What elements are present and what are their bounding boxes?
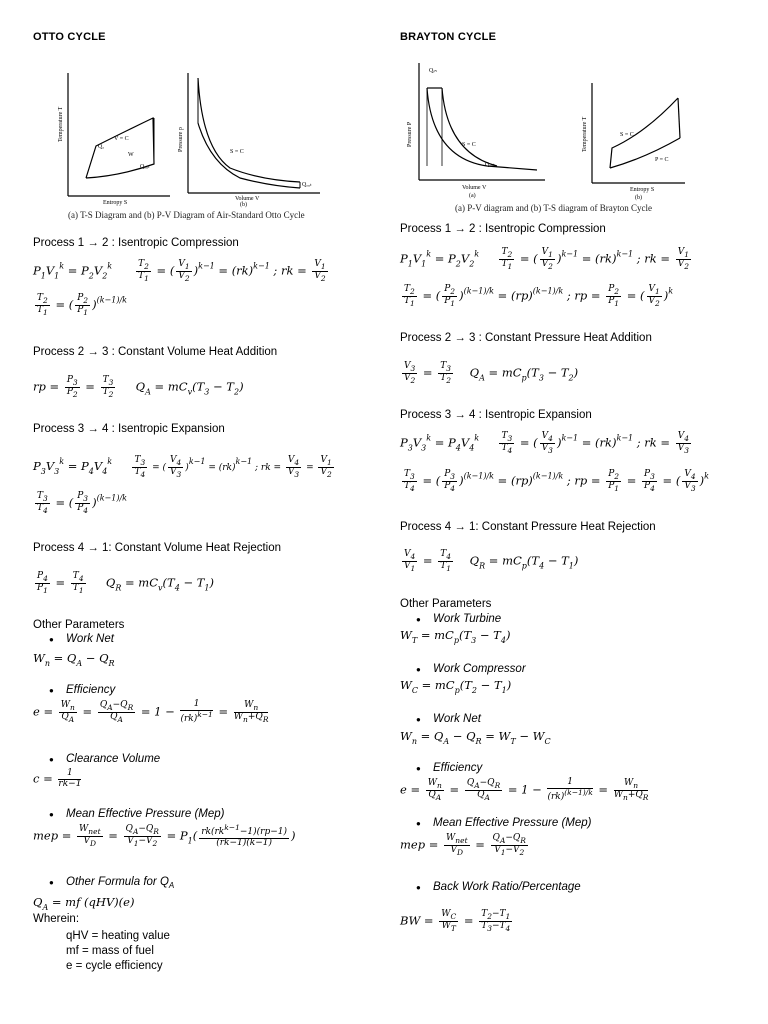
otto-pv-sub: (b): [240, 202, 247, 208]
brayton-pv-diagram: [407, 58, 547, 203]
brayton-other-params: Other Parameters: [400, 598, 492, 610]
brayton-pv-ylabel: Pressure P: [407, 121, 413, 147]
brayton-pv-qout: Qₒᵤₜ: [485, 162, 495, 168]
otto-pv-sc: S = C: [230, 149, 244, 155]
otto-eq-clearance: c = $\frac{1}{rk-1}$: [33, 768, 82, 789]
brayton-eq-bwr: BW = $\frac{W_C}{W_T}$ = $\frac{T_2-T_1}{T_3-T_4}$: [400, 909, 511, 933]
brayton-caption: (a) P-V diagram and (b) T-S diagram of Brayton Cycle: [455, 203, 653, 213]
otto-other-params: Other Parameters: [33, 619, 125, 631]
brayton-eq-34a: $P_3V_3^k = P_4V_4^k$ $\frac{T_3}{T_4}$ = ( $\frac{V_4}{V_3}$ )$^{k-1}$ = (rk)$^{k-1}$ ; rk = $\frac{V_4}{V_3}$: [400, 431, 690, 455]
otto-efficiency-label: ● Efficiency: [66, 684, 115, 696]
otto-eq-34b: $\frac{T_3}{T_4}$ = ( $\frac{P_3}{P_4}$ )$^{(k-1)/k}$: [37, 491, 128, 515]
otto-eq-work-net: $W_n = Q_A - Q_R$: [33, 651, 115, 668]
brayton-ts-diagram: [580, 78, 690, 203]
brayton-pv-qin: Qᵢₙ: [429, 68, 437, 74]
otto-eq-12a: $P_1V_1^k = P_2V_2^k$ $\frac{T_2}{T_1}$ = ( $\frac{V_1}{V_2}$ )$^{k-1}$ = (rk)$^{k-1}$ ; rk = $\frac{V_1}{V_2}$: [33, 259, 326, 283]
otto-process-34: Process 3 → 4 : Isentropic Expansion: [33, 423, 225, 435]
otto-work-net-label: ● Work Net: [66, 633, 114, 645]
otto-mep-label: ● Mean Effective Pressure (Mep): [66, 808, 225, 820]
brayton-ts-xlabel: Entropy S: [630, 187, 655, 193]
otto-def-e: e = cycle efficiency: [66, 960, 163, 972]
brayton-bwr-label: ● Back Work Ratio/Percentage: [433, 881, 581, 893]
otto-ts-qin: Qₐ: [98, 144, 104, 150]
brayton-ts-ylabel: Temperature T: [582, 116, 588, 152]
otto-pv-qout: Qₒᵤₜ: [302, 182, 312, 188]
brayton-eq-12b: $\frac{T_2}{T_1}$ = ( $\frac{P_2}{P_1}$ )$^{(k-1)/k}$ = (rp)$^{(k-1)/k}$ ; rp = $\frac{P_2}{P_1}$ = ( $\frac{V_1}{V_2}$ )$^k$: [404, 284, 674, 308]
otto-eq-efficiency: e = $\frac{W_n}{Q_A}$ = $\frac{Q_A-Q_R}{Q_A}$ = 1 − $\frac{1}{(rk)^{k-1}}$ = $\frac{W_n}{W_n+Q_R}$: [33, 699, 269, 724]
otto-def-mf: mf = mass of fuel: [66, 945, 154, 957]
brayton-eq-12a: $P_1V_1^k = P_2V_2^k$ $\frac{T_2}{T_1}$ = ( $\frac{V_1}{V_2}$ )$^{k-1}$ = (rk)$^{k-1}$ ; rk = $\frac{V_1}{V_2}$: [400, 247, 690, 271]
brayton-process-41: Process 4 → 1: Constant Pressure Heat Rejection: [400, 521, 656, 533]
brayton-eq-wc: $W_C = mC_p(T_2 - T_1)$: [400, 678, 512, 695]
brayton-pv-sc: S = C: [462, 142, 476, 148]
brayton-process-12: Process 1 → 2 : Isentropic Compression: [400, 223, 606, 235]
otto-wherein: Wherein:: [33, 913, 80, 925]
otto-process-41: Process 4 → 1: Constant Volume Heat Rejection: [33, 542, 282, 554]
brayton-eq-efficiency: e = $\frac{W_n}{Q_A}$ = $\frac{Q_A-Q_R}{Q_A}$ = 1 − $\frac{1}{(rk)^{(k-1)/k}}$ = $\frac{W_n}{W_n+Q_R}$: [400, 777, 649, 802]
otto-ts-ylabel: Temperature T: [58, 106, 64, 142]
otto-caption: (a) T-S Diagram and (b) P-V Diagram of Air-Standard Otto Cycle: [68, 210, 305, 220]
otto-ts-vc: V = C: [114, 136, 129, 142]
brayton-process-34: Process 3 → 4 : Isentropic Expansion: [400, 409, 592, 421]
brayton-eq-41: $\frac{V_4}{V_1}$ = $\frac{T_4}{T_1}$ $Q_R = mC_p(T_4 - T_1)$: [404, 549, 579, 573]
brayton-eq-mep: mep = $\frac{W_{net}}{V_D}$ = $\frac{Q_A-Q_R}{V_1-V_2}$: [400, 833, 526, 857]
brayton-eq-23: $\frac{V_3}{V_2}$ = $\frac{T_3}{T_2}$ $Q_A = mC_p(T_3 - T_2)$: [404, 361, 579, 385]
brayton-eq-wt: $W_T = mC_p(T_3 - T_4)$: [400, 628, 511, 645]
brayton-work-turbine-label: ● Work Turbine: [433, 613, 501, 625]
otto-eq-34a: $P_3V_3^k = P_4V_4^k$ $\frac{T_3}{T_4}$ = ( $\frac{V_4}{V_3}$ )k−1 = (rk)k−1 ; rk = $\frac{V_4}{V_3}$ = $\frac{V_1}{V_2}$: [33, 455, 332, 479]
otto-eq-qa: $Q_A$ = mf (qHV)(e): [33, 895, 135, 912]
otto-ts-w: W: [128, 152, 134, 158]
brayton-heading: BRAYTON CYCLE: [400, 31, 497, 43]
otto-heading: OTTO CYCLE: [33, 31, 106, 43]
otto-ts-diagram: [58, 68, 173, 208]
brayton-eq-wn: $W_n = Q_A - Q_R = W_T - W_C$: [400, 729, 551, 746]
brayton-work-net-label: ● Work Net: [433, 713, 481, 725]
otto-eq-41: $\frac{P_4}{P_1}$ = $\frac{T_4}{T_1}$ $Q_R = mC_v(T_4 - T_1)$: [37, 571, 215, 595]
otto-clearance-label: ● Clearance Volume: [66, 753, 160, 765]
otto-def-qhv: qHV = heating value: [66, 930, 170, 942]
otto-pv-diagram: [180, 68, 325, 208]
brayton-ts-sc: S = C: [620, 132, 634, 138]
brayton-eq-34b: $\frac{T_3}{T_4}$ = ( $\frac{P_3}{P_4}$ )$^{(k-1)/k}$ = (rp)$^{(k-1)/k}$ ; rp = $\frac{P_2}{P_1}$ = $\frac{P_3}{P_4}$ = ( $\frac{V_4}{V_3}$ )$^k$: [404, 469, 709, 493]
otto-process-23: Process 2 → 3 : Constant Volume Heat Addition: [33, 346, 278, 358]
otto-process-12: Process 1 → 2 : Isentropic Compression: [33, 237, 239, 249]
otto-eq-12b: $\frac{T_2}{T_1}$ = ( $\frac{P_2}{P_1}$ )$^{(k-1)/k}$: [37, 293, 128, 317]
brayton-efficiency-label: ● Efficiency: [433, 762, 482, 774]
otto-eq-23: rp = $\frac{P_3}{P_2}$ = $\frac{T_3}{T_2}$ $Q_A = mC_v(T_3 - T_2)$: [33, 375, 244, 399]
brayton-pv-xlabel: Volume V: [462, 185, 487, 191]
otto-pv-ylabel: Pressure p: [178, 127, 184, 152]
otto-eq-mep: mep = $\frac{W_{net}}{V_D}$ = $\frac{Q_A-Q_R}{V_1-V_2}$ = $P_1$( $\frac{rk(rk^{k-1}-1)(rp-1)}{(rk-1)(k-1)}$ ): [33, 823, 296, 848]
otto-pv-xlabel: Volume V: [235, 196, 260, 202]
brayton-process-23: Process 2 → 3 : Constant Pressure Heat Addition: [400, 332, 652, 344]
brayton-pv-sub: (a): [469, 193, 476, 199]
brayton-ts-sub: (b): [635, 195, 642, 201]
brayton-work-compressor-label: ● Work Compressor: [433, 663, 526, 675]
brayton-mep-label: ● Mean Effective Pressure (Mep): [433, 817, 592, 829]
otto-ts-qout: Qₒᵤₜ: [140, 164, 150, 170]
otto-ts-xlabel: Entropy S: [103, 200, 128, 206]
otto-other-formula-label: ● Other Formula for $Q_A$: [66, 876, 174, 890]
brayton-ts-pc: P = C: [655, 157, 669, 163]
